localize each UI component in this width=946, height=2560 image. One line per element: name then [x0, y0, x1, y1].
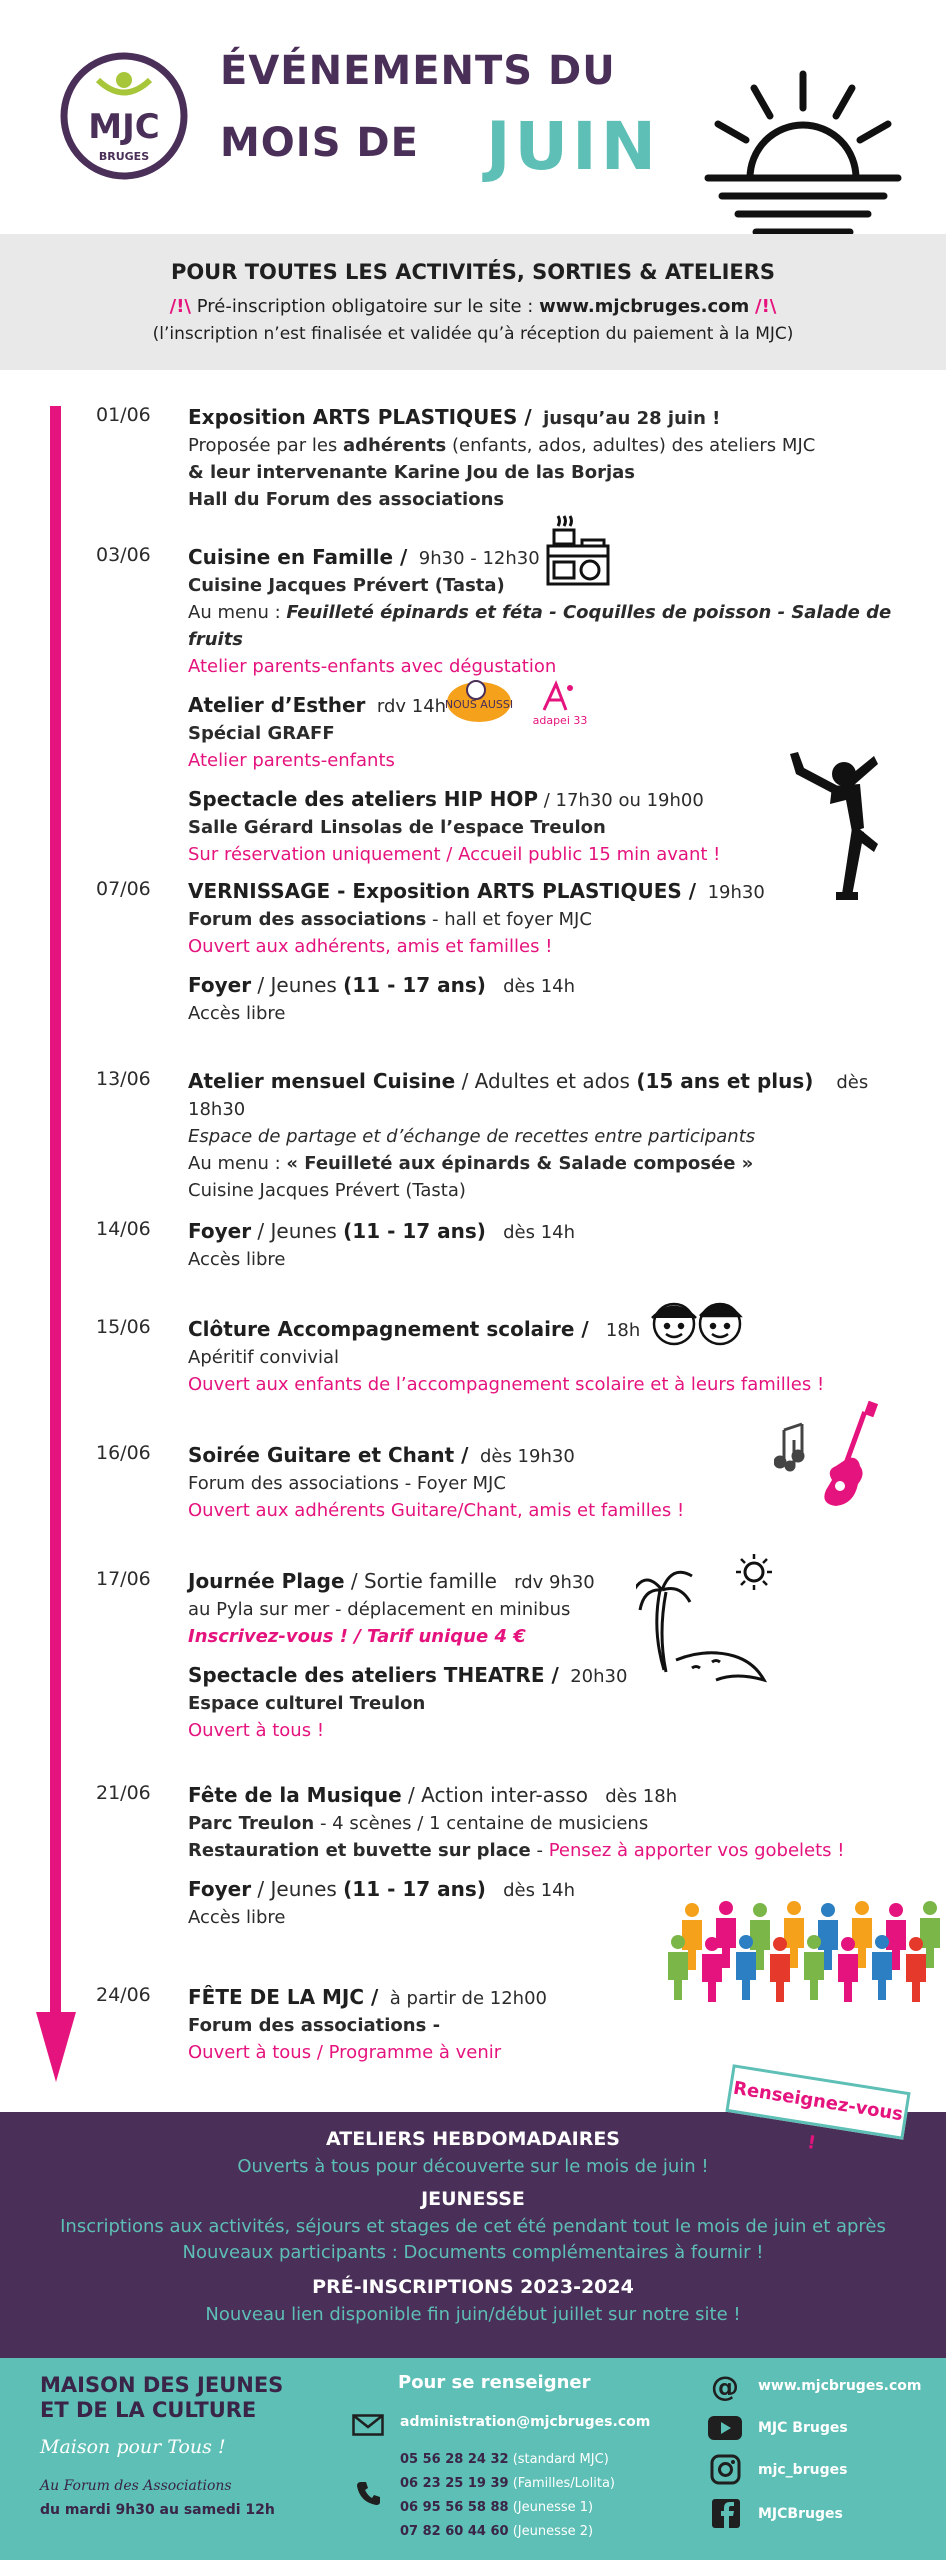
event-subtitle: Spectacle des ateliers HIP HOP: [188, 787, 539, 811]
event-time: 18h: [605, 1320, 641, 1341]
event-line: Ouvert aux adhérents Guitare/Chant, amis et familles !: [188, 1500, 685, 1521]
event-body: [188, 404, 928, 513]
event-title: Journée Plage: [188, 1569, 345, 1593]
event-time: dès 18h30: [188, 1072, 869, 1120]
info-block: [0, 2112, 946, 2358]
contact-title: Pour se renseigner: [398, 2372, 591, 2393]
text: Karine Jou de las Borjas: [393, 462, 636, 483]
event-time: / 17h30 ou 19h00: [538, 790, 704, 811]
event-body: [188, 1316, 928, 1398]
event-line: Forum des associations -: [188, 2015, 441, 2036]
event-body: [188, 1068, 928, 1204]
event-subtitle: Spectacle des ateliers THEATRE: [188, 1663, 545, 1687]
event-title: Soirée Guitare et Chant: [188, 1443, 455, 1467]
event-time: dès 18h: [605, 1786, 678, 1807]
event-line: Apéritif convivial: [188, 1347, 339, 1368]
event-time: 9h30 - 12h30: [418, 548, 540, 569]
youth-heading: JEUNESSE: [421, 2188, 525, 2210]
banner-title: POUR TOUTES LES ACTIVITÉS, SORTIES & ATELIERS: [170, 260, 776, 284]
youtube-icon: [706, 2412, 744, 2444]
text: Proposée par les: [188, 435, 343, 456]
phone-num: 06 23 25 19 39: [400, 2476, 509, 2491]
phone-number[interactable]: [400, 2500, 593, 2515]
text: Parc Treulon: [188, 1813, 315, 1834]
event-line: [188, 599, 928, 653]
event-date: 03/06: [96, 544, 151, 566]
phone-label: (standard MJC): [508, 2452, 609, 2467]
event-line: Cuisine Jacques Prévert (Tasta): [188, 1180, 466, 1201]
event-title: Clôture Accompagnement scolaire: [188, 1317, 575, 1341]
event-line: [188, 1810, 928, 1837]
phone-num: 06 95 56 58 88: [400, 2500, 509, 2515]
instagram-icon: [706, 2454, 744, 2486]
kids-faces-icon: [640, 1294, 752, 1350]
event-date: 01/06: [96, 404, 151, 426]
event-time: rdv 14h: [376, 696, 447, 717]
info-badge: Renseignez-vous !: [725, 2064, 910, 2140]
phone-num: 07 82 60 44 60: [400, 2524, 509, 2539]
mail-icon: [352, 2414, 384, 2436]
event-sep: /: [574, 1317, 589, 1341]
text: Pensez à apporter vos gobelets !: [548, 1840, 845, 1861]
text: Forum des associations: [188, 909, 427, 930]
event-line: [188, 1837, 928, 1864]
text: -: [530, 1840, 549, 1861]
weekly-heading: ATELIERS HEBDOMADAIRES: [326, 2128, 620, 2150]
event-line: Accès libre: [188, 1003, 286, 1024]
event-body: [188, 878, 928, 1027]
youtube-link[interactable]: MJC Bruges: [758, 2420, 848, 2436]
title-month: JUIN: [486, 108, 660, 185]
event-time: dès 14h: [503, 1222, 576, 1243]
event-title: Cuisine en Famille: [188, 545, 394, 569]
text: Au menu :: [188, 602, 287, 623]
event-sep: / Jeunes: [251, 973, 344, 997]
event-sep: /: [544, 1663, 559, 1687]
event-date: 16/06: [96, 1442, 151, 1464]
event-tag: Action inter-asso: [421, 1783, 589, 1807]
event-time: dès 14h: [503, 1880, 576, 1901]
event-line: [188, 459, 928, 486]
logo-subtext: BRUGES: [98, 150, 150, 163]
facebook-icon: [706, 2498, 744, 2530]
event-line: Espace de partage et d’échange de recettes entre participants: [188, 1126, 756, 1147]
event-sep: /: [393, 545, 408, 569]
event-line: Atelier parents-enfants avec dégustation: [188, 656, 557, 677]
text: Feuilleté épinards et féta - Coquilles de poisson - Salade de fruits: [188, 602, 892, 650]
phone-label: (Jeunesse 2): [508, 2524, 594, 2539]
event-title: Fête de la Musique: [188, 1783, 402, 1807]
event-title: Foyer: [188, 1219, 252, 1243]
phone-num: 05 56 28 24 32: [400, 2452, 509, 2467]
org-name-line2: ET DE LA CULTURE: [40, 2398, 257, 2422]
text: Restauration et buvette sur place: [188, 1840, 531, 1861]
header: [0, 0, 946, 234]
text: Au menu :: [188, 1153, 287, 1174]
timeline-line: [50, 406, 61, 2026]
event-date: 21/06: [96, 1782, 151, 1804]
banner-line1: [0, 296, 946, 317]
event-title: Exposition ARTS PLASTIQUES: [188, 405, 518, 429]
event-body: [188, 1218, 928, 1273]
logo-text: NOUS AUSSI: [444, 698, 514, 711]
phone-icon: [356, 2480, 382, 2506]
preregistration-heading: PRÉ-INSCRIPTIONS 2023-2024: [312, 2276, 634, 2298]
banner-note: (l’inscription n’est finalisée et validée qu’à réception du paiement à la MJC): [152, 324, 794, 344]
weekly-text: Ouverts à tous pour découverte sur le mois de juin !: [237, 2156, 709, 2177]
stove-icon: [542, 512, 614, 588]
event-line: Forum des associations - Foyer MJC: [188, 1473, 506, 1494]
event-time: dès 19h30: [479, 1446, 575, 1467]
event-subtitle: Foyer: [188, 973, 252, 997]
contact-email-link[interactable]: administration@mjcbruges.com: [400, 2414, 651, 2430]
event-line: [188, 906, 928, 933]
phone-label: (Jeunesse 1): [508, 2500, 594, 2515]
svg-text:@: @: [711, 2370, 739, 2402]
mjc-logo: [58, 50, 190, 182]
event-line: Spécial GRAFF: [188, 723, 335, 744]
event-title: Atelier mensuel Cuisine: [188, 1069, 456, 1093]
event-time: 19h30: [707, 882, 765, 903]
event-date: 15/06: [96, 1316, 151, 1338]
preregistration-text: Nouveau lien disponible fin juin/début juillet sur notre site !: [205, 2304, 741, 2325]
text: « Feuilleté aux épinards & Salade composée »: [286, 1153, 754, 1174]
org-hours: du mardi 9h30 au samedi 12h: [40, 2502, 275, 2518]
event-time: 20h30: [570, 1666, 628, 1687]
registration-banner: [0, 234, 946, 370]
event-line: Accès libre: [188, 1907, 286, 1928]
youth-text: Inscriptions aux activités, séjours et stages de cet été pendant tout le mois de juin et après: [60, 2216, 886, 2237]
event-time: rdv 9h30: [514, 1572, 595, 1593]
event-tag: Sortie famille: [363, 1569, 497, 1593]
text: - hall et foyer MJC: [426, 909, 592, 930]
event-sep: /: [364, 1985, 379, 2009]
event-time: jusqu’au 28 juin !: [543, 408, 721, 429]
event-body: [188, 1984, 928, 2066]
event-line: Ouvert aux enfants de l’accompagnement scolaire et à leurs familles !: [188, 1374, 825, 1395]
text: & leur intervenante: [188, 462, 394, 483]
event-date: 17/06: [96, 1568, 151, 1590]
event-line: Espace culturel Treulon: [188, 1693, 426, 1714]
event-line: Hall du Forum des associations: [188, 489, 505, 510]
phone-number[interactable]: [400, 2524, 593, 2539]
warning-icon: /!\: [169, 296, 191, 317]
event-date: 07/06: [96, 878, 151, 900]
event-line: Inscrivez-vous ! / Tarif unique 4 €: [188, 1626, 526, 1647]
logo-text: adapei 33: [532, 714, 588, 727]
event-time: dès 14h: [503, 976, 576, 997]
org-slogan: Maison pour Tous !: [40, 2436, 226, 2458]
banner-prefix: Pré-inscription obligatoire sur le site :: [196, 296, 534, 317]
event-sep: /: [681, 879, 697, 903]
phone-number[interactable]: [400, 2476, 615, 2491]
youth-note: Nouveaux participants : Documents complémentaires à fournir !: [182, 2242, 764, 2263]
event-date: 13/06: [96, 1068, 151, 1090]
event-body: [188, 1568, 928, 1744]
sunset-icon: [700, 68, 906, 240]
text: (enfants, ados, adultes) des ateliers MJC: [446, 435, 816, 456]
event-line: Accès libre: [188, 1249, 286, 1270]
org-place: Au Forum des Associations: [40, 2478, 232, 2494]
title-line2: MOIS DE: [220, 120, 419, 166]
beach-icon: [636, 1550, 778, 1690]
warning-icon: /!\: [755, 296, 777, 317]
title-line1: ÉVÉNEMENTS DU: [220, 48, 616, 94]
timeline-arrow: [36, 2012, 76, 2082]
text: adhérents: [343, 435, 447, 456]
event-line: Cuisine Jacques Prévert (Tasta): [188, 575, 505, 596]
event-line: au Pyla sur mer - déplacement en minibus: [188, 1599, 571, 1620]
event-line: [188, 1150, 928, 1177]
age-range: (11 - 17 ans): [343, 1877, 486, 1901]
event-date: 14/06: [96, 1218, 151, 1240]
age-range: (11 - 17 ans): [343, 1219, 486, 1243]
event-line: Salle Gérard Linsolas de l’espace Treulon: [188, 817, 606, 838]
event-sep: / Jeunes: [251, 1877, 344, 1901]
adapei-logo: [530, 680, 590, 728]
nous-aussi-logo: [444, 676, 514, 724]
event-line: [188, 432, 928, 459]
event-sep: /: [401, 1783, 422, 1807]
logo-text: MJC: [88, 107, 160, 147]
event-date: 24/06: [96, 1984, 151, 2006]
event-title: FÊTE DE LA MJC: [188, 1985, 365, 2009]
event-sep: / Jeunes: [251, 1219, 344, 1243]
banner-site-link[interactable]: www.mjcbruges.com: [539, 296, 750, 317]
event-line: Atelier parents-enfants: [188, 750, 395, 771]
website-link[interactable]: www.mjcbruges.com: [758, 2378, 922, 2394]
phone-label: (Familles/Lolita): [508, 2476, 615, 2491]
event-sep: /: [454, 1443, 469, 1467]
event-sep: /: [344, 1569, 364, 1593]
event-line: Ouvert à tous / Programme à venir: [188, 2042, 502, 2063]
instagram-link[interactable]: mjc_bruges: [758, 2462, 848, 2478]
age-range: (11 - 17 ans): [343, 973, 486, 997]
event-subtitle: Atelier d’Esther: [188, 693, 366, 717]
event-line: Sur réservation uniquement / Accueil public 15 min avant !: [188, 844, 721, 865]
org-name-line1: MAISON DES JEUNES: [40, 2373, 284, 2397]
phone-number[interactable]: [400, 2452, 609, 2467]
guitar-icon: [774, 1400, 894, 1520]
event-line: Ouvert à tous !: [188, 1720, 325, 1741]
event-sep: /: [517, 405, 532, 429]
at-icon: [706, 2370, 744, 2402]
event-time: à partir de 12h00: [389, 1988, 547, 2009]
event-line: Ouvert aux adhérents, amis et familles !: [188, 936, 553, 957]
event-title: VERNISSAGE - Exposition ARTS PLASTIQUES: [188, 879, 682, 903]
facebook-link[interactable]: MJCBruges: [758, 2506, 843, 2522]
event-sep: / Adultes et ados: [455, 1069, 637, 1093]
event-subtitle: Foyer: [188, 1877, 252, 1901]
footer: [0, 2358, 946, 2560]
age-range: (15 ans et plus): [636, 1069, 814, 1093]
text: - 4 scènes / 1 centaine de musiciens: [314, 1813, 649, 1834]
